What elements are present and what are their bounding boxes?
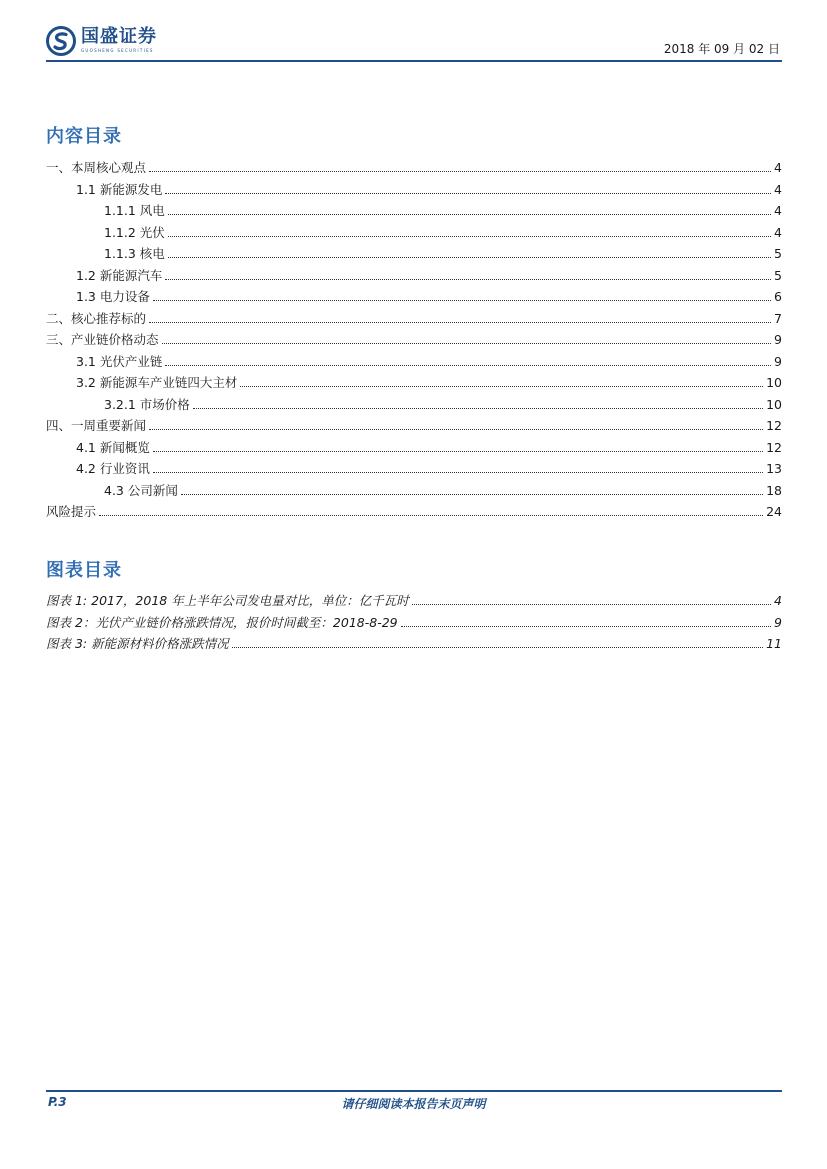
entry-label: 4.2 行业资讯 — [76, 461, 150, 476]
dot-leader — [168, 226, 771, 237]
entry-page-number: 12 — [766, 439, 782, 455]
entry-label: 1.1.1 风电 — [104, 203, 165, 218]
entry-page-number: 6 — [774, 289, 782, 304]
entry-label: 图表 1: 2017，2018 年上半年公司发电量对比，单位：亿千瓦时 — [46, 593, 409, 608]
figure-entry[interactable] — [46, 613, 782, 635]
logo-mark-icon — [46, 26, 76, 56]
page-header — [46, 24, 782, 64]
toc-entry[interactable] — [46, 481, 782, 503]
header-divider — [46, 60, 782, 62]
entry-page-number: 24 — [766, 504, 782, 519]
entry-label: 二、核心推荐标的 — [46, 310, 147, 326]
dot-leader — [165, 183, 771, 194]
toc-entry[interactable] — [46, 287, 782, 309]
entry-page-number: 18 — [766, 482, 782, 498]
toc-entry[interactable] — [46, 395, 782, 417]
entry-page-number: 9 — [774, 353, 782, 369]
toc-entry[interactable] — [46, 502, 782, 524]
dot-leader — [149, 312, 771, 323]
figures-title: 图表目录 — [46, 560, 122, 581]
entry-label: 3.2.1 市场价格 — [104, 396, 190, 412]
entry-page-number: 4 — [774, 224, 782, 240]
entry-label: 4.3 公司新闻 — [104, 482, 178, 498]
entry-page-number: 4 — [774, 203, 782, 218]
toc-entry[interactable] — [46, 416, 782, 438]
toc-entry[interactable] — [46, 352, 782, 374]
logo-text: 国盛证券 — [81, 26, 157, 47]
toc-entry[interactable] — [46, 201, 782, 223]
dot-leader — [193, 398, 763, 409]
dot-leader — [168, 247, 771, 258]
company-logo — [46, 26, 157, 56]
entry-page-number: 5 — [774, 246, 782, 261]
toc-entry[interactable] — [46, 244, 782, 266]
toc-entry[interactable] — [46, 438, 782, 460]
entry-page-number: 9 — [774, 614, 782, 630]
entry-label: 一、本周核心观点 — [46, 160, 147, 175]
entry-label: 1.2 新能源汽车 — [76, 267, 163, 283]
page-number: P.3 — [48, 1095, 67, 1109]
dot-leader — [412, 594, 771, 605]
entry-label: 1.3 电力设备 — [76, 289, 150, 304]
entry-page-number: 13 — [766, 461, 782, 476]
entry-label: 图表 3: 新能源材料价格涨跌情况 — [46, 636, 229, 651]
dot-leader — [153, 290, 771, 301]
entry-label: 图表 2：光伏产业链价格涨跌情况，报价时间截至：2018-8-29 — [46, 614, 398, 630]
dot-leader — [232, 637, 763, 648]
logo-subtext: GUOSHENG SECURITIES — [81, 48, 154, 53]
entry-page-number: 11 — [766, 636, 782, 651]
entry-label: 三、产业链价格动态 — [46, 332, 159, 347]
figures-list — [46, 591, 782, 656]
toc-entry[interactable] — [46, 330, 782, 352]
report-date: 2018 年 09 月 02 日 — [663, 42, 780, 56]
footer-divider — [46, 1090, 782, 1092]
dot-leader — [165, 355, 771, 366]
figure-entry[interactable] — [46, 591, 782, 613]
entry-page-number: 4 — [774, 160, 782, 175]
dot-leader — [162, 333, 772, 344]
toc-entry[interactable] — [46, 158, 782, 180]
toc-entry[interactable] — [46, 309, 782, 331]
entry-page-number: 10 — [766, 375, 782, 390]
toc-entry[interactable] — [46, 459, 782, 481]
dot-leader — [99, 505, 763, 516]
entry-page-number: 7 — [774, 310, 782, 326]
entry-page-number: 10 — [766, 396, 782, 412]
entry-label: 1.1 新能源发电 — [76, 181, 163, 197]
entry-label: 风险提示 — [46, 504, 97, 519]
entry-page-number: 4 — [774, 181, 782, 197]
dot-leader — [165, 269, 771, 280]
entry-label: 1.1.2 光伏 — [104, 224, 165, 240]
dot-leader — [240, 376, 763, 387]
entry-label: 3.1 光伏产业链 — [76, 353, 163, 369]
dot-leader — [153, 462, 763, 473]
dot-leader — [149, 419, 763, 430]
toc-entry[interactable] — [46, 266, 782, 288]
dot-leader — [181, 484, 763, 495]
toc-list — [46, 158, 782, 524]
disclaimer-note: 请仔细阅读本报告末页声明 — [341, 1097, 486, 1111]
entry-page-number: 5 — [774, 267, 782, 283]
entry-page-number: 9 — [774, 332, 782, 347]
dot-leader — [401, 616, 771, 627]
entry-label: 3.2 新能源车产业链四大主材 — [76, 375, 238, 390]
dot-leader — [153, 441, 763, 452]
dot-leader — [168, 204, 771, 215]
entry-label: 4.1 新闻概览 — [76, 439, 150, 455]
figure-entry[interactable] — [46, 634, 782, 656]
entry-page-number: 4 — [774, 593, 782, 608]
toc-entry[interactable] — [46, 373, 782, 395]
entry-label: 四、一周重要新闻 — [46, 418, 147, 433]
toc-entry[interactable] — [46, 180, 782, 202]
entry-page-number: 12 — [766, 418, 782, 433]
toc-entry[interactable] — [46, 223, 782, 245]
entry-label: 1.1.3 核电 — [104, 246, 165, 261]
dot-leader — [149, 161, 771, 172]
toc-title: 内容目录 — [46, 126, 122, 147]
